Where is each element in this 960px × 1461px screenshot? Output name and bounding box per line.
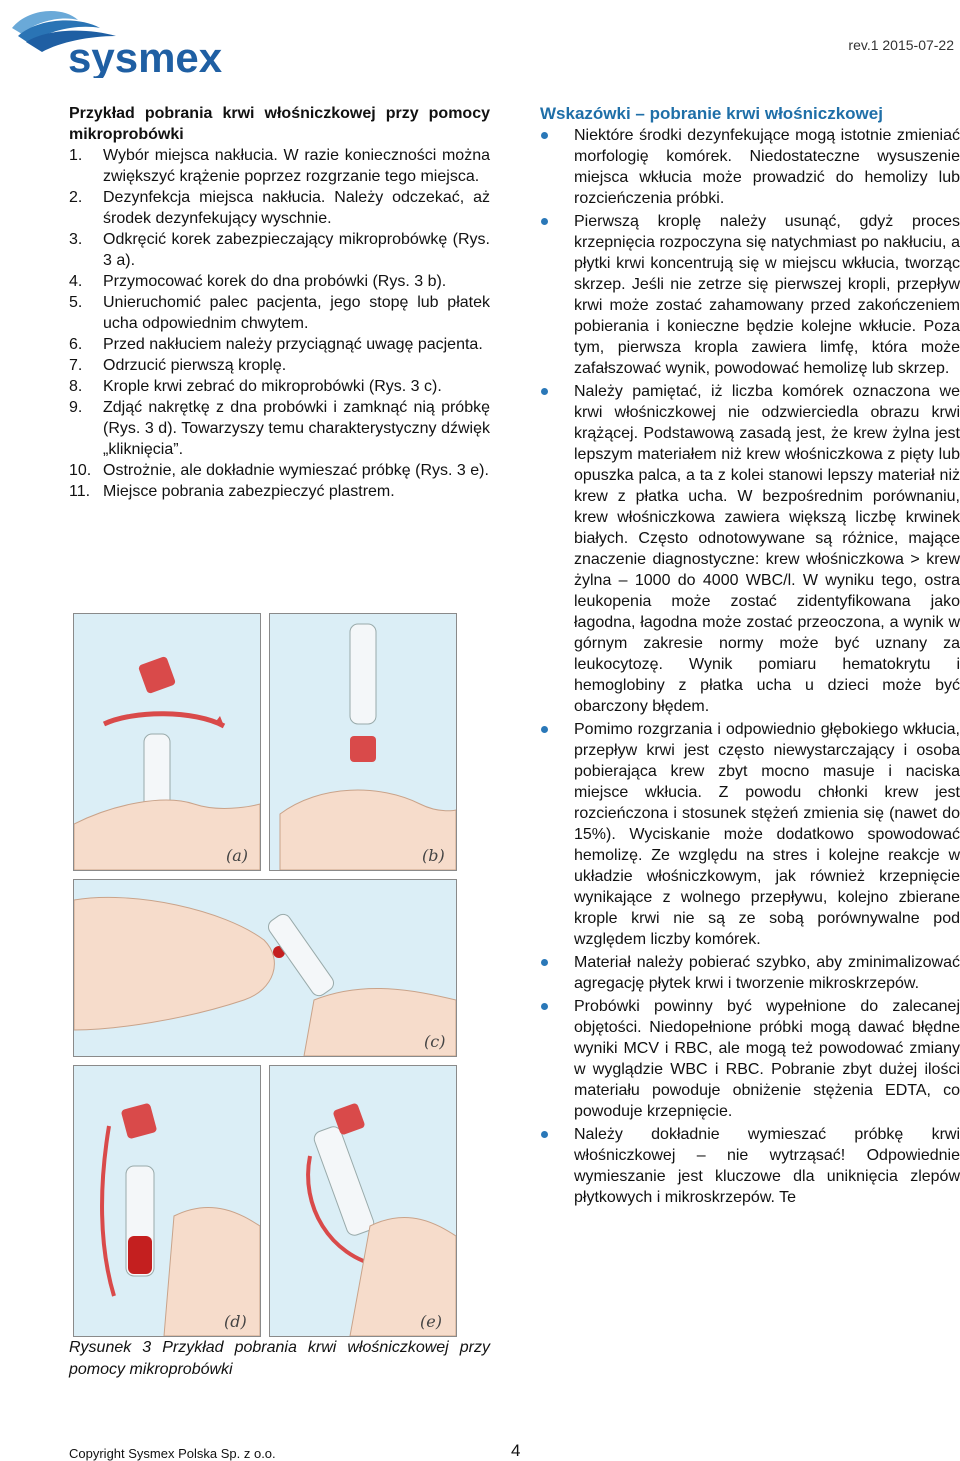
bullet-icon — [541, 726, 548, 733]
logo-text: sysmex — [68, 34, 223, 78]
panel-label-a: (a) — [226, 846, 249, 865]
figure-panel-a — [73, 613, 261, 871]
step-number: 1. — [69, 147, 83, 164]
figure-panel-b — [269, 613, 457, 871]
step-text: Odrzucić pierwszą kroplę. — [103, 357, 287, 374]
step-number: 6. — [69, 336, 83, 353]
panel-label-b: (b) — [422, 846, 445, 865]
sysmex-logo — [8, 6, 228, 78]
tip-item — [540, 381, 960, 717]
revision-label: rev.1 2015-07-22 — [848, 37, 954, 53]
figure-panel-e — [269, 1065, 457, 1337]
bullet-icon — [541, 218, 548, 225]
blood-collection-illustration — [74, 880, 456, 1056]
step-item — [69, 355, 490, 376]
figure-panel-c — [73, 879, 457, 1057]
step-number: 11. — [69, 483, 91, 500]
step-item — [69, 145, 490, 187]
step-item — [69, 334, 490, 355]
sysmex-logo-mark — [8, 6, 228, 78]
step-text: Wybór miejsca nakłucia. W razie konieczności można zwiększyć krążenie poprzez rozgrzanie tego miejsca. — [103, 147, 490, 185]
tip-item — [540, 125, 960, 209]
tips-title: Wskazówki – pobranie krwi włośniczkowej — [540, 104, 883, 123]
step-number: 9. — [69, 399, 83, 416]
footer-copyright: Copyright Sysmex Polska Sp. z o.o. — [69, 1446, 276, 1461]
step-item — [69, 376, 490, 397]
step-item — [69, 187, 490, 229]
step-number: 8. — [69, 378, 83, 395]
tips-section — [540, 103, 960, 1210]
step-item — [69, 460, 490, 481]
attach-cap-illustration — [270, 614, 456, 870]
procedure-section — [69, 103, 490, 502]
tip-text: Pomimo rozgrzania i odpowiednio głębokiego wkłucia, przepływ krwi jest często niewystarczający i osoba pobierająca krew zbyt mocno masuje i naciska miejsce wkłucia. Z powodu chłonki krew jest rozcieńczona i stosunek stężeń zmienia się (nawet do 15%). Wyciskanie może dodatkowo spowodować hemolizę. Ze względu na stres i kolejne reakcje w układzie włośniczkowym, jak również krzepnięcie wynikające z wolnego przepływu, kolejno zbierane krople krwi nie są ze sobą porównywalne pod względem liczby komórek. — [574, 721, 960, 948]
panel-label-c: (c) — [424, 1032, 446, 1051]
bullet-icon — [541, 1003, 548, 1010]
tip-text: Należy pamiętać, iż liczba komórek oznaczona we krwi włośniczkowej nie odzwierciedla obrazu krwi krążącej. Podstawową zasadą jest, że krew żylna jest lepszym materiałem niż krew włośniczkowa z pięty lub opuszka palca, a ta z kolei stanowi lepszy materiał niż krew z płatka ucha. W bezpośrednim porównaniu, krew włośniczkowa zawiera większą liczbę krwinek białych. Często odnotowywane są różnice, mające znaczenie diagnostyczne: krew włośniczkowa > krew żylna – 1000 do 4000 WBC/l. W wyniku tego, ostra leukopenia może zostać zidentyfikowana jako łagodna, łagodna może zostać przeoczona, a wynik w górnym zakresie normy może być uznany za leukocytozę. Wynik pomiaru hematokrytu i hemoglobiny z płatka ucha u dzieci może być obarczony błędem. — [574, 383, 960, 715]
tip-text: Niektóre środki dezynfekujące mogą istotnie zmieniać morfologię komórek. Niedostateczne wysuszenie miejsca wkłucia może prowadzić do hemolizy lub rozcieńczenia próbki. — [574, 127, 960, 207]
tip-text: Pierwszą kroplę należy usunąć, gdyż proces krzepnięcia rozpoczyna się natychmiast po nakłuciu, a płytki krwi koncentrują się w miejscu wkłucia, tworząc skrzep. Jeśli nie zetrze się pierwszej kropli, przepływ krwi może zostać zahamowany przed zakończeniem pobierania i konieczne będzie kolejne wkłucie. Poza tym, pierwsza kropla zawiera limfę, która może zafałszować wynik, powodować hemolizę lub skrzep. — [574, 213, 960, 377]
tip-item — [540, 996, 960, 1122]
step-item — [69, 271, 490, 292]
panel-label-e: (e) — [420, 1312, 442, 1331]
step-number: 5. — [69, 294, 83, 311]
tip-text: Probówki powinny być wypełnione do zalecanej objętości. Niedopełnione próbki mogą dawać błędne wyniki MCV i RBC, ale mogą też powodować zmiany w wyglądzie WBC i RBC. Pobranie zbyt dużej ilości materiału powoduje obniżenie stężenia EDTA, co powoduje krzepnięcie. — [574, 998, 960, 1120]
tip-item — [540, 719, 960, 950]
close-cap-illustration — [74, 1066, 260, 1336]
tips-list — [540, 125, 960, 1208]
step-number: 2. — [69, 189, 83, 206]
procedure-steps — [69, 145, 490, 502]
step-text: Unieruchomić palec pacjenta, jego stopę lub płatek ucha odpowiednim chwytem. — [103, 294, 490, 332]
panel-label-d: (d) — [224, 1312, 247, 1331]
bullet-icon — [541, 1131, 548, 1138]
tip-text: Należy dokładnie wymieszać próbkę krwi włośniczkowej – nie wytrząsać! Odpowiednie wymieszanie jest kluczowe dla uniknięcia zlepów płytkowych i mikroskrzepów. Te — [574, 1126, 960, 1206]
page-number: 4 — [511, 1441, 521, 1460]
step-text: Krople krwi zebrać do mikroprobówki (Rys. 3 c). — [103, 378, 442, 395]
step-item — [69, 292, 490, 334]
step-text: Miejsce pobrania zabezpieczyć plastrem. — [103, 483, 395, 500]
tip-item — [540, 1124, 960, 1208]
figure-panel-d — [73, 1065, 261, 1337]
step-text: Odkręcić korek zabezpieczający mikroprobówkę (Rys. 3 a). — [103, 231, 490, 269]
mix-sample-illustration — [270, 1066, 456, 1336]
procedure-title: Przykład pobrania krwi włośniczkowej przy pomocy mikroprobówki — [69, 105, 490, 143]
tip-item — [540, 952, 960, 994]
step-number: 4. — [69, 273, 83, 290]
bullet-icon — [541, 132, 548, 139]
step-text: Ostrożnie, ale dokładnie wymieszać próbkę (Rys. 3 e). — [103, 462, 489, 479]
step-item — [69, 229, 490, 271]
step-number: 7. — [69, 357, 83, 374]
tip-text: Materiał należy pobierać szybko, aby zminimalizować agregację płytek krwi i tworzenie mikroskrzepów. — [574, 954, 960, 992]
step-number: 3. — [69, 231, 83, 248]
figure-caption: Rysunek 3 Przykład pobrania krwi włośniczkowej przy pomocy mikroprobówki — [69, 1339, 490, 1378]
uncap-illustration — [74, 614, 260, 870]
step-text: Przymocować korek do dna probówki (Rys. 3 b). — [103, 273, 447, 290]
step-text: Przed nakłuciem należy przyciągnąć uwagę pacjenta. — [103, 336, 483, 353]
bullet-icon — [541, 959, 548, 966]
step-text: Zdjąć nakrętkę z dna probówki i zamknąć nią próbkę (Rys. 3 d). Towarzyszy temu charakterystyczny dźwięk „kliknięcia”. — [103, 399, 490, 458]
bullet-icon — [541, 388, 548, 395]
step-text: Dezynfekcja miejsca nakłucia. Należy odczekać, aż środek dezynfekujący wyschnie. — [103, 189, 490, 227]
step-item — [69, 397, 490, 460]
step-number: 10. — [69, 462, 92, 479]
tip-item — [540, 211, 960, 379]
step-item — [69, 481, 490, 502]
